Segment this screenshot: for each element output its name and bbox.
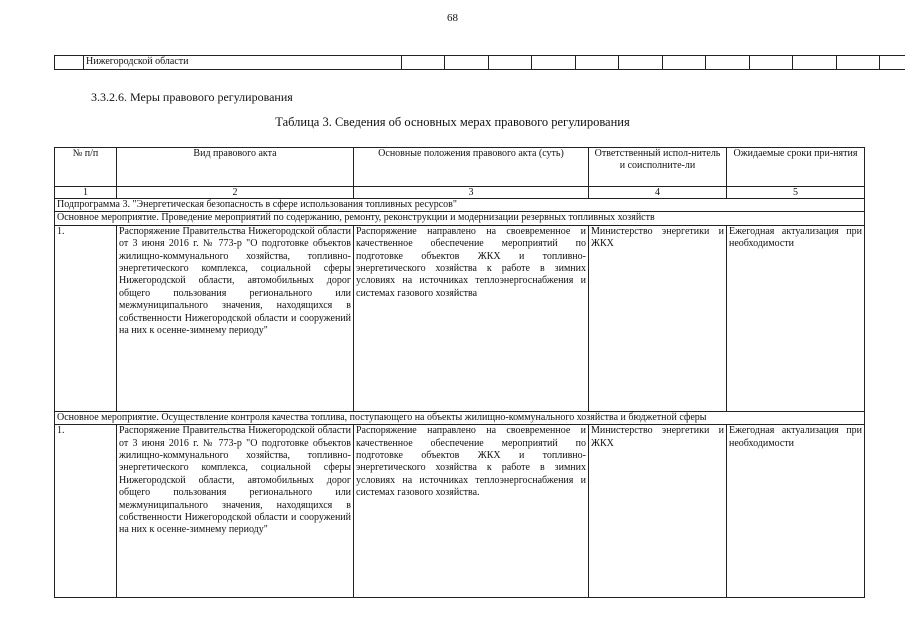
table-row xyxy=(55,56,905,70)
subprogram-title: Подпрограмма 3. "Энергетическая безопасность в сфере использования топливных ресурсов" xyxy=(55,199,865,212)
column-number: 3 xyxy=(354,187,589,199)
summary-cell: Распоряжение направлено на своевременное и качественное обеспечение мероприятий по подготовке объектов ЖКХ и топливно-энергетического хозяйства к работе в зимних условиях на источниках теплоэнергоснабжения и системах газового хозяйства xyxy=(354,225,589,411)
activity-row xyxy=(55,411,865,424)
table-cell xyxy=(750,56,793,70)
header-terms: Ожидаемые сроки при-нятия xyxy=(727,148,865,187)
table-cell xyxy=(576,56,619,70)
legal-act-cell: Распоряжение Правительства Нижегородской области от 3 июня 2016 г. № 773-р "О подготовке объектов жилищно-коммунального хозяйства, топливно-энергетического комплекса, социальной сферы Нижегородской области, автомобильных дорог общего пользования регионального или межмуниципального значения, находящихся в собственности Нижегородской области и сооружений на них к осенне-зимнему периоду" xyxy=(117,425,354,598)
table-caption: Таблица 3. Сведения об основных мерах правового регулирования xyxy=(275,115,630,129)
header-act-type: Вид правового акта xyxy=(117,148,354,187)
column-number: 4 xyxy=(589,187,727,199)
terms-cell: Ежегодная актуализация при необходимости xyxy=(727,225,865,411)
activity-title: Основное мероприятие. Осуществление контроля качества топлива, поступающего на объекты жилищно-коммунального хозяйства и бюджетной сферы xyxy=(55,411,865,424)
table-cell xyxy=(532,56,576,70)
summary-cell: Распоряжение направлено на своевременное и качественное обеспечение мероприятий по подготовке объектов ЖКХ и топливно-энергетического хозяйства к работе в зимних условиях на источниках теплоэнергоснабжения и системах газового хозяйства. xyxy=(354,425,589,598)
table-cell xyxy=(706,56,750,70)
table-cell xyxy=(402,56,445,70)
table-cell xyxy=(837,56,880,70)
activity-title: Основное мероприятие. Проведение мероприятий по содержанию, ремонту, реконструкции и модернизации резервных топливных хозяйств xyxy=(55,212,865,225)
table-cell xyxy=(663,56,706,70)
table-row xyxy=(55,425,865,598)
activity-row xyxy=(55,212,865,225)
table-header-row xyxy=(55,148,865,187)
subprogram-row xyxy=(55,199,865,212)
header-summary: Основные положения правового акта (суть) xyxy=(354,148,589,187)
responsible-cell: Министерство энергетики и ЖКХ xyxy=(589,225,727,411)
column-number: 1 xyxy=(55,187,117,199)
top-table-row-label: Нижегородской области xyxy=(84,56,402,70)
table-cell xyxy=(793,56,837,70)
top-table xyxy=(54,55,905,70)
table-cell xyxy=(880,56,905,70)
section-heading: 3.3.2.6. Меры правового регулирования xyxy=(91,90,293,104)
header-number: № п/п xyxy=(55,148,117,187)
table-cell xyxy=(445,56,489,70)
row-number: 1. xyxy=(55,425,117,598)
page-number: 68 xyxy=(447,12,458,24)
table-cell xyxy=(489,56,532,70)
table-cell xyxy=(55,56,84,70)
responsible-cell: Министерство энергетики и ЖКХ xyxy=(589,425,727,598)
column-number: 2 xyxy=(117,187,354,199)
table-row xyxy=(55,225,865,411)
terms-cell: Ежегодная актуализация при необходимости xyxy=(727,425,865,598)
table-cell xyxy=(619,56,663,70)
column-number: 5 xyxy=(727,187,865,199)
header-responsible: Ответственный испол-нитель и соисполните-ли xyxy=(589,148,727,187)
legal-act-cell: Распоряжение Правительства Нижегородской области от 3 июня 2016 г. № 773-р "О подготовке объектов жилищно-коммунального хозяйства, топливно-энергетического комплекса, социальной сферы Нижегородской области, автомобильных дорог общего пользования регионального или межмуниципального значения, находящихся в собственности Нижегородской области и сооружений на них к осенне-зимнему периоду" xyxy=(117,225,354,411)
column-number-row xyxy=(55,187,865,199)
measures-table xyxy=(54,147,865,598)
row-number: 1. xyxy=(55,225,117,411)
